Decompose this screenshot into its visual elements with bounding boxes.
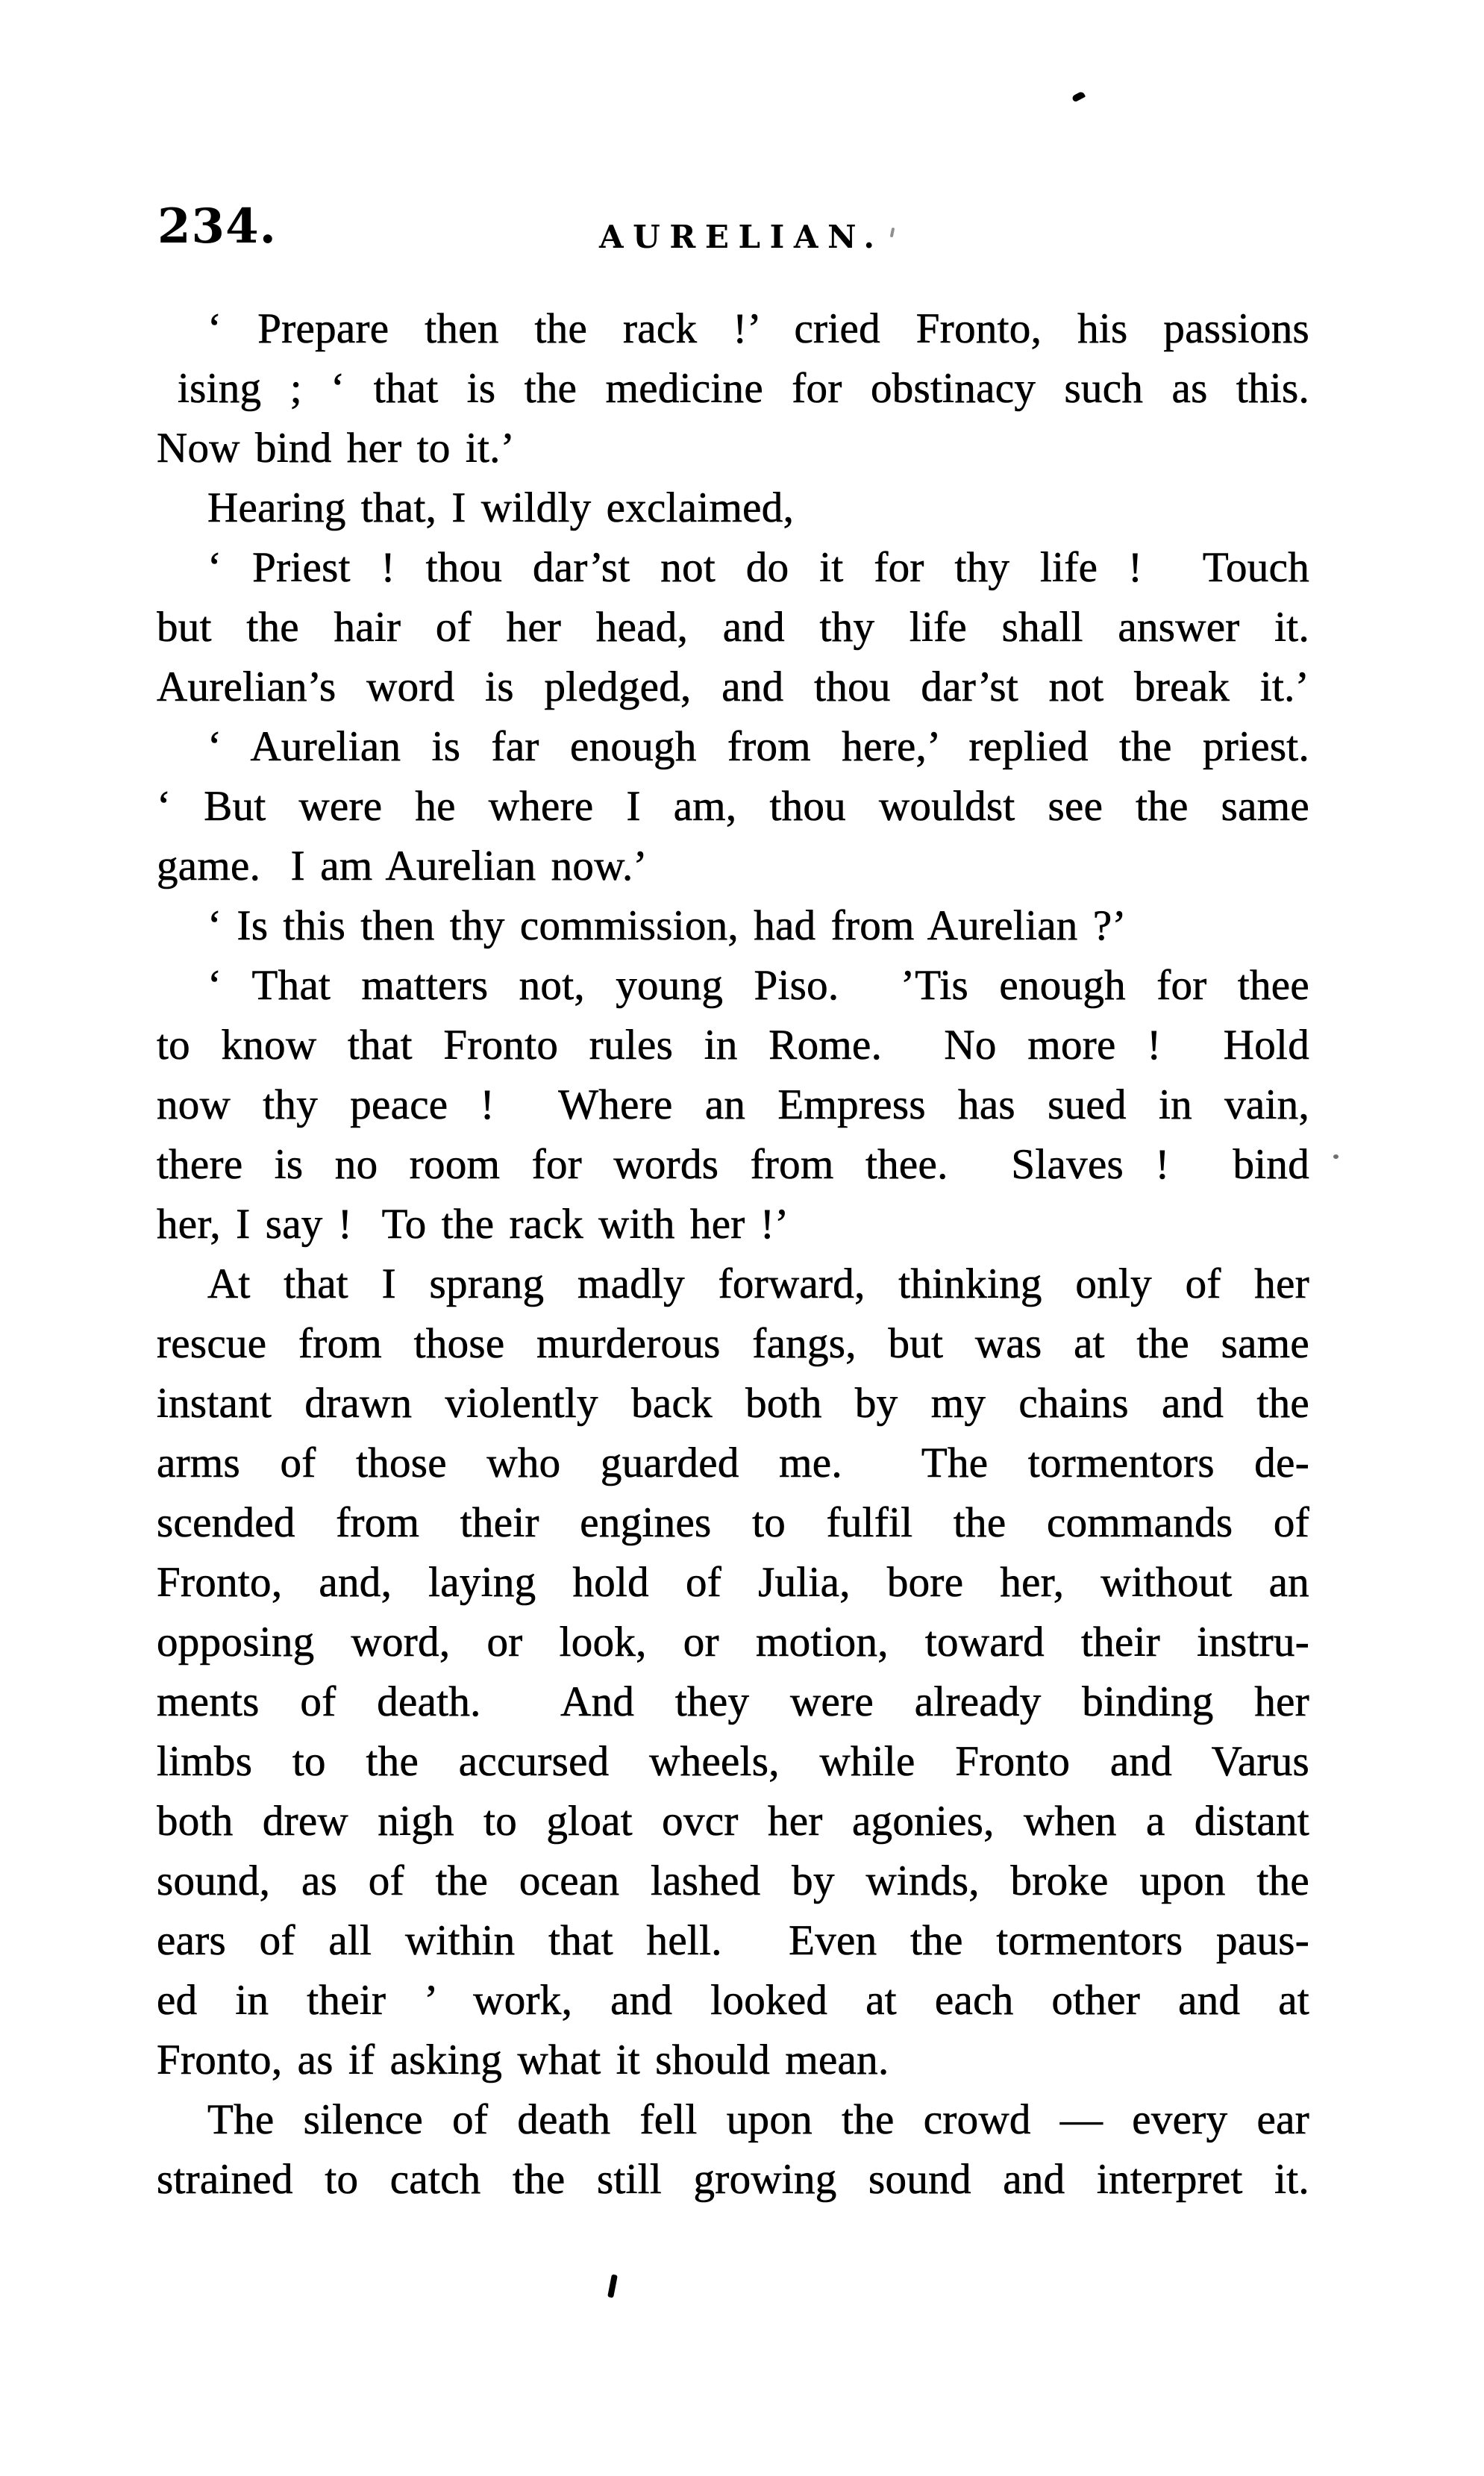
text-line: now thy peace ! Where an Empress has sued in vain, [157, 1081, 1309, 1128]
text-line: Aurelian’s word is pledged, and thou dar’st not break it.’ [157, 663, 1309, 710]
text-line: ments of death. And they were already binding her [157, 1678, 1309, 1725]
text-line: ‘ Aurelian is far enough from here,’ replied the priest. [207, 723, 1309, 770]
text-line: strained to catch the still growing sound and interpret it. [157, 2156, 1309, 2203]
page-number: 234. [157, 198, 277, 254]
text-line: Fronto, and, laying hold of Julia, bore her, without an [157, 1559, 1309, 1606]
text-line: ‘ Is this then thy commission, had from Aurelian ?’ [207, 902, 1127, 949]
ink-dot-icon [1333, 1154, 1339, 1159]
text-line: Now bind her to it.’ [157, 425, 515, 472]
text-line: game. I am Aurelian now.’ [157, 842, 648, 890]
text-line: limbs to the accursed wheels, while Fronto and Varus [157, 1738, 1309, 1785]
text-line: sound, as of the ocean lashed by winds, broke upon the [157, 1857, 1309, 1904]
text-line: but the hair of her head, and thy life shall answer it. [157, 604, 1309, 651]
ink-stroke-icon [607, 2275, 618, 2298]
text-line: Hearing that, I wildly exclaimed, [207, 484, 795, 531]
text-line: both drew nigh to gloat ovcr her agonies, when a distant [157, 1798, 1309, 1845]
text-line: ed in their ’ work, and looked at each other and at [157, 1977, 1309, 2024]
text-line: ‘ Prepare then the rack !’ cried Fronto, his passions [207, 305, 1309, 352]
ink-speck-icon [1071, 91, 1086, 103]
text-line: arms of those who guarded me. The tormentors de- [157, 1439, 1309, 1486]
text-line: her, I say ! To the rack with her !’ [157, 1201, 789, 1248]
text-line: At that I sprang madly forward, thinking only of her [207, 1260, 1309, 1307]
page-text [157, 299, 1309, 2210]
text-line: opposing word, or look, or motion, toward their instru- [157, 1619, 1309, 1666]
text-line: to know that Fronto rules in Rome. No more ! Hold [157, 1022, 1309, 1069]
text-line: ‘ That matters not, young Piso. ’Tis enough for thee [207, 962, 1309, 1009]
text-line: ising ; ‘ that is the medicine for obstinacy such as this. [178, 365, 1309, 412]
text-line: ears of all within that hell. Even the tormentors paus- [157, 1917, 1309, 1964]
text-line: there is no room for words from thee. Slaves ! bind [157, 1141, 1309, 1188]
text-line: Fronto, as if asking what it should mean. [157, 2036, 889, 2083]
running-head: AURELIAN. [598, 219, 884, 255]
text-line: ‘ Priest ! thou dar’st not do it for thy life ! Touch [207, 544, 1309, 591]
text-line: The silence of death fell upon the crowd — every ear [207, 2096, 1309, 2143]
text-line: ‘ But were he where I am, thou wouldst see the same [157, 783, 1309, 830]
text-line: rescue from those murderous fangs, but was at the same [157, 1320, 1309, 1367]
text-line: scended from their engines to fulfil the commands of [157, 1499, 1309, 1546]
text-line: instant drawn violently back both by my chains and the [157, 1380, 1309, 1427]
